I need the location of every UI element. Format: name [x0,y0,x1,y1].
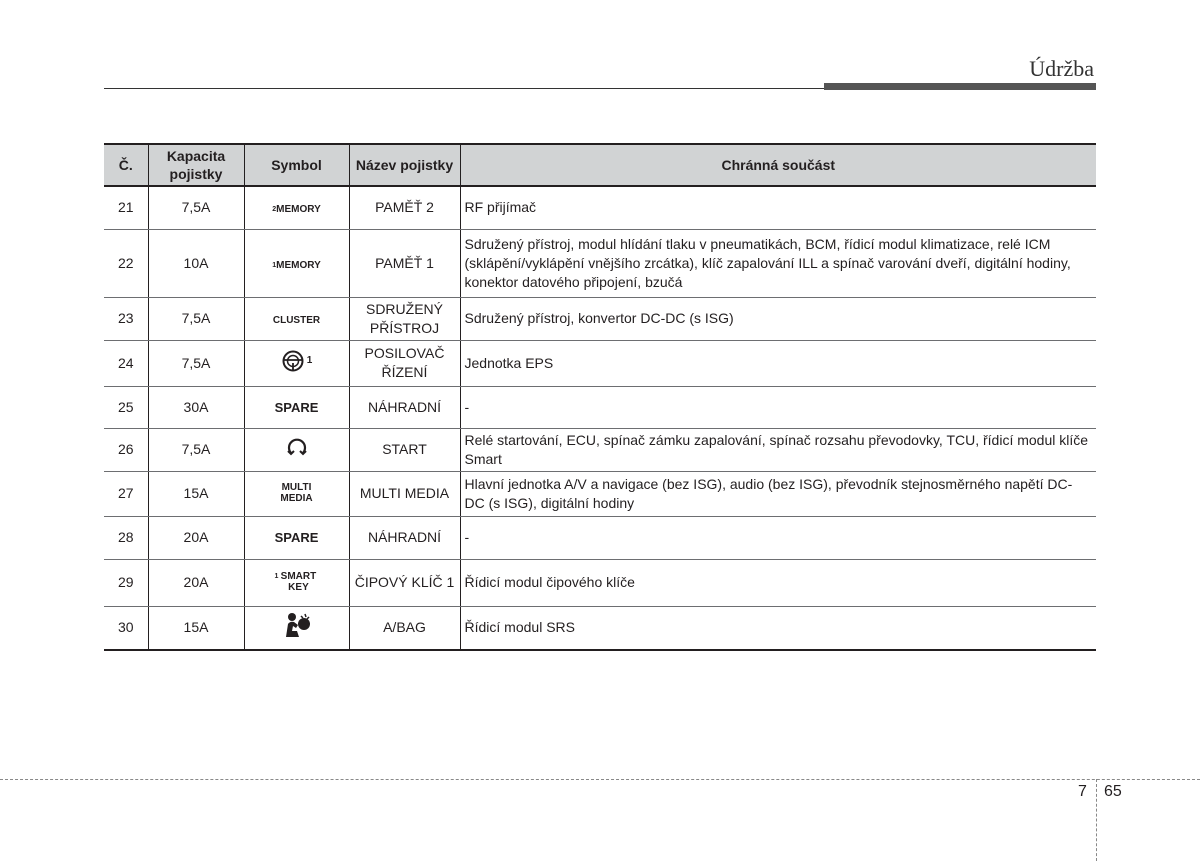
start-icon [284,434,310,465]
header-rule [104,88,824,89]
cell-symbol [244,186,349,229]
table-row [104,606,1096,650]
fuse-symbol-label: MULTI MEDIA [280,481,313,504]
cell-capacity: 7,5A [148,428,244,471]
col-header-name: Název pojistky [349,144,460,186]
fuse-symbol-index: 1 [272,261,277,269]
cell-symbol [244,471,349,516]
cell-no: 26 [104,428,148,471]
cell-capacity: 30A [148,386,244,428]
col-header-symbol: Symbol [244,144,349,186]
table-body [104,186,1096,650]
cell-capacity: 15A [148,606,244,650]
cell-fuse-name: START [349,428,460,471]
fuse-symbol-label: SPARE [274,530,319,545]
table-row [104,229,1096,297]
fuse-symbol [275,571,319,593]
table-header-row [104,144,1096,186]
cell-no: 28 [104,516,148,559]
fuse-symbol-label: SMART KEY [280,570,317,593]
cell-no: 30 [104,606,148,650]
cell-protected-component: Hlavní jednotka A/V a navigace (bez ISG), audio (bez ISG), převodník stejnosměrného napětí DC-DC (s ISG), digitální hodiny [460,471,1096,516]
cell-no: 24 [104,340,148,386]
cell-symbol [244,428,349,471]
cell-fuse-name: PAMĚŤ 2 [349,186,460,229]
cell-no: 23 [104,297,148,340]
table-row [104,559,1096,606]
cell-capacity: 7,5A [148,186,244,229]
cell-capacity: 7,5A [148,340,244,386]
cell-symbol [244,606,349,650]
table-row [104,471,1096,516]
table-row [104,386,1096,428]
table-row [104,428,1096,471]
table-row [104,516,1096,559]
steering-wheel-icon [281,349,313,373]
fuse-symbol-label: MEMORY [276,259,321,271]
cell-protected-component: Řídicí modul čipového klíče [460,559,1096,606]
cell-symbol [244,297,349,340]
fuse-symbol-label: SPARE [274,399,319,415]
cell-capacity: 20A [148,516,244,559]
cell-capacity: 15A [148,471,244,516]
cell-no: 25 [104,386,148,428]
cell-fuse-name: SDRUŽENÝ PŘÍSTROJ [349,297,460,340]
fuse-symbol [272,204,321,215]
col-header-capacity: Kapacita pojistky [148,144,244,186]
cell-fuse-name: NÁHRADNÍ [349,386,460,428]
footer-divider [1096,779,1097,861]
chapter-number: 7 [1078,783,1087,800]
footer-rule [0,779,1200,780]
cell-no: 27 [104,471,148,516]
cell-symbol [244,386,349,428]
cell-fuse-name: POSILOVAČ ŘÍZENÍ [349,340,460,386]
fuse-table [104,143,1096,651]
col-header-no: Č. [104,144,148,186]
cell-symbol [244,559,349,606]
section-title: Údržba [1029,56,1094,81]
header-rule-accent [824,83,1096,90]
cell-protected-component: RF přijímač [460,186,1096,229]
page-number: 65 [1104,783,1122,800]
fuse-symbol-label: CLUSTER [272,315,321,326]
cell-protected-component: Sdružený přístroj, modul hlídání tlaku v pneumatikách, BCM, řídicí modul klimatizace, relé ICM (sklápění/vyklápění vnějšího zrcátka), klíč zapalování ILL a spínač varování dveří, digitální hodiny, konektor datového připojení, bzučá [460,229,1096,297]
cell-capacity: 20A [148,559,244,606]
cell-symbol [244,340,349,386]
fuse-symbol-index: 1 [306,355,313,366]
fuse-symbol-label: MEMORY [276,204,321,216]
cell-fuse-name: NÁHRADNÍ [349,516,460,559]
cell-protected-component: Sdružený přístroj, konvertor DC-DC (s ISG) [460,297,1096,340]
cell-fuse-name: PAMĚŤ 1 [349,229,460,297]
cell-protected-component: Řídicí modul SRS [460,606,1096,650]
cell-no: 29 [104,559,148,606]
cell-protected-component: - [460,386,1096,428]
cell-fuse-name: A/BAG [349,606,460,650]
cell-protected-component: - [460,516,1096,559]
table-row [104,186,1096,229]
cell-symbol [244,516,349,559]
fuse-symbol [272,260,321,271]
cell-protected-component: Jednotka EPS [460,340,1096,386]
cell-fuse-name: MULTI MEDIA [349,471,460,516]
table-row [104,297,1096,340]
cell-no: 22 [104,229,148,297]
cell-capacity: 7,5A [148,297,244,340]
cell-symbol [244,229,349,297]
table-row [104,340,1096,386]
cell-capacity: 10A [148,229,244,297]
cell-protected-component: Relé startování, ECU, spínač zámku zapalování, spínač rozsahu převodovky, TCU, řídicí modul klíče Smart [460,428,1096,471]
fuse-symbol-index: 1 [274,572,279,580]
fuse-symbol-index: 2 [272,206,277,214]
cell-no: 21 [104,186,148,229]
cell-fuse-name: ČIPOVÝ KLÍČ 1 [349,559,460,606]
airbag-icon [282,611,312,644]
col-header-protected: Chránná součást [460,144,1096,186]
